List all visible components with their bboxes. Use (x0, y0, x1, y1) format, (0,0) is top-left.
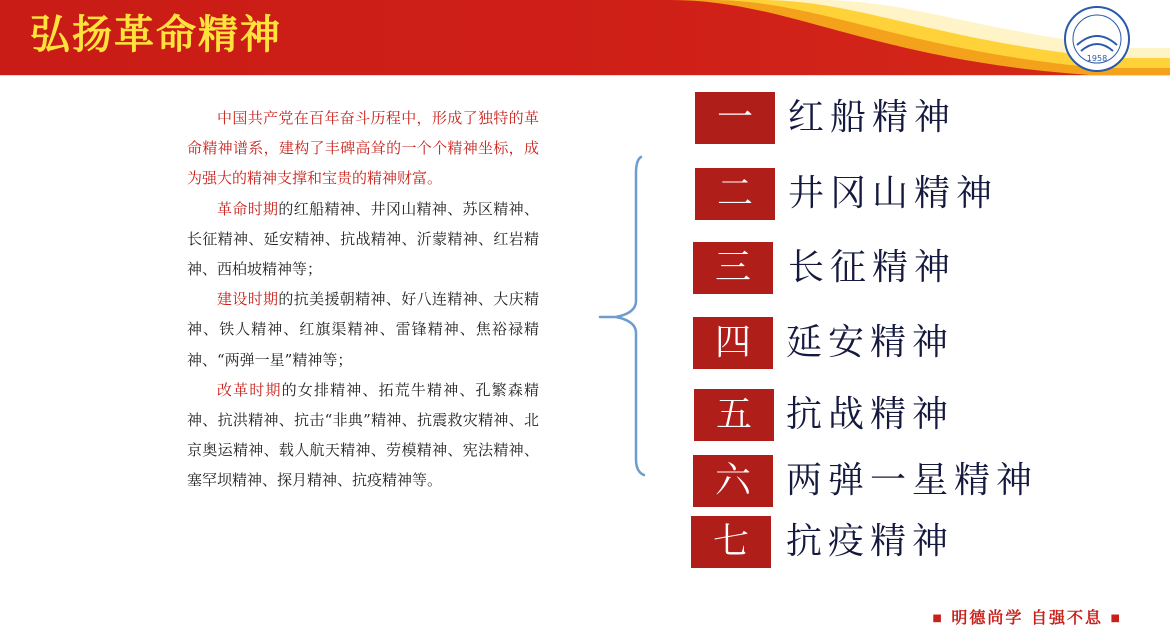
spirit-number-box: 二 (695, 168, 775, 220)
spirit-number-box: 六 (693, 455, 773, 507)
spirit-number-box: 五 (694, 389, 774, 441)
reform-period-label: 改革时期 (217, 380, 282, 399)
curly-brace (598, 155, 648, 477)
header-divider (0, 75, 1170, 76)
header-bar (0, 0, 1170, 75)
intro-text (187, 103, 539, 496)
page-title: 弘扬革命精神 (30, 12, 282, 58)
spirit-label: 井冈山精神 (788, 173, 999, 214)
spirit-number-box: 七 (691, 516, 771, 568)
spirit-label: 延安精神 (786, 322, 955, 363)
svg-text:1958: 1958 (1086, 54, 1108, 63)
spirit-number-box: 三 (693, 242, 773, 294)
motto-text: 明德尚学 自强不息 (951, 608, 1103, 627)
spirit-label: 抗疫精神 (786, 521, 955, 562)
intro-paragraph (187, 103, 539, 194)
bullet-square-icon: ■ (932, 613, 944, 624)
spirit-label: 长征精神 (788, 247, 957, 288)
spirit-label: 红船精神 (788, 97, 957, 138)
bullet-square-icon: ■ (1110, 613, 1122, 624)
intro-sentence: 中国共产党在百年奋斗历程中，形成了独特的革命精神谱系，建构了丰碑高耸的一个个精神坐标，成为强大的精神支撑和宝贵的精神财富。 (187, 109, 539, 188)
university-logo (1063, 5, 1131, 73)
reform-period-text: 的女排精神、拓荒牛精神、孔繁森精神、抗洪精神、抗击“非典”精神、抗震救灾精神、北京奥运精神、载人航天精神、劳模精神、宪法精神、塞罕坝精神、探月精神、抗疫精神等。 (187, 380, 539, 490)
footer-motto (932, 605, 1122, 628)
construction-period-label: 建设时期 (217, 290, 279, 309)
spirit-label: 抗战精神 (786, 394, 955, 435)
construction-period-text: 的抗美援朝精神、好八连精神、大庆精神、铁人精神、红旗渠精神、雷锋精神、焦裕禄精神、“两弹一星”精神等； (187, 290, 539, 369)
spirit-label: 两弹一星精神 (786, 460, 1039, 501)
construction-period-paragraph (187, 284, 539, 375)
reform-period-paragraph (187, 375, 539, 496)
revolution-period-label: 革命时期 (217, 199, 279, 218)
revolution-period-text: 的红船精神、井冈山精神、苏区精神、长征精神、延安精神、抗战精神、沂蒙精神、红岩精神、西柏坡精神等； (187, 199, 539, 279)
spirit-number-box: 一 (695, 92, 775, 144)
revolution-period-paragraph (187, 194, 539, 285)
spirit-number-box: 四 (693, 317, 773, 369)
